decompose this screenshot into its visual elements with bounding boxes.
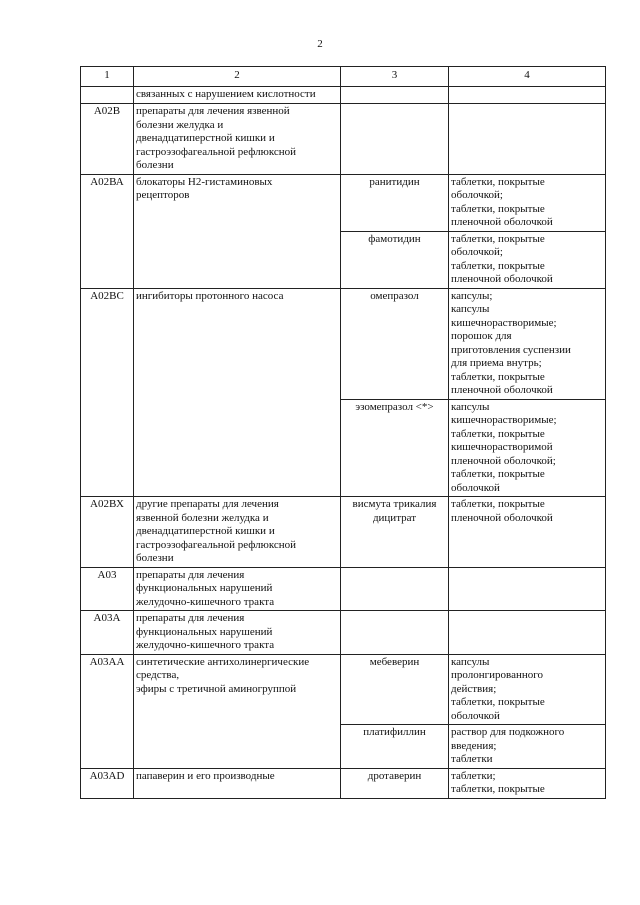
group-name: препараты для лечения функциональных нарушений желудочно-кишечного тракта [134,611,341,655]
drug-name: мебеверин [341,654,449,725]
group-name: папаверин и его производные [134,768,341,798]
drug-name: омепразол [341,288,449,399]
group-name: препараты для лечения функциональных нарушений желудочно-кишечного тракта [134,567,341,611]
atc-code: А02ВА [81,174,134,288]
group-name: синтетические антихолинергические средства, эфиры с третичной аминогруппой [134,654,341,768]
atc-code: А02ВС [81,288,134,497]
group-name: связанных с нарушением кислотности [134,87,341,104]
column-header: 1 [81,67,134,87]
table-row [81,611,606,655]
group-name: блокаторы Н2-гистаминовых рецепторов [134,174,341,288]
group-name: препараты для лечения язвенной болезни желудка и двенадцатиперстной кишки и гастроэзофагеальной рефлюксной болезни [134,104,341,175]
table-row [81,104,606,175]
table-row [81,87,606,104]
drug-name [341,87,449,104]
atc-code: А03АА [81,654,134,768]
dosage-forms: капсулы пролонгированного действия; таблетки, покрытые оболочкой [449,654,606,725]
column-header: 3 [341,67,449,87]
dosage-forms: раствор для подкожного введения; таблетки [449,725,606,769]
column-header: 4 [449,67,606,87]
drug-name [341,611,449,655]
dosage-forms: капсулы кишечнорастворимые; таблетки, покрытые кишечнорастворимой пленочной оболочкой; таблетки, покрытые оболочкой [449,399,606,497]
drug-name [341,567,449,611]
atc-code: А02В [81,104,134,175]
table-row [81,768,606,798]
table-row [81,654,606,725]
drug-name [341,104,449,175]
table-row [81,288,606,399]
drug-name: фамотидин [341,231,449,288]
table-header-row [81,67,606,87]
group-name: другие препараты для лечения язвенной болезни желудка и двенадцатиперстной кишки и гастроэзофагеальной рефлюксной болезни [134,497,341,568]
drug-name: эзомепразол <*> [341,399,449,497]
dosage-forms [449,104,606,175]
dosage-forms: таблетки, покрытые оболочкой; таблетки, покрытые пленочной оболочкой [449,231,606,288]
dosage-forms [449,87,606,104]
dosage-forms [449,567,606,611]
atc-code: А03А [81,611,134,655]
drug-name: платифиллин [341,725,449,769]
atc-code [81,87,134,104]
table-row [81,174,606,231]
dosage-forms: таблетки, покрытые пленочной оболочкой [449,497,606,568]
drug-name: дротаверин [341,768,449,798]
drug-name: ранитидин [341,174,449,231]
drug-name: висмута трикалия дицитрат [341,497,449,568]
atc-code: А03 [81,567,134,611]
atc-code: А03АD [81,768,134,798]
dosage-forms: таблетки; таблетки, покрытые [449,768,606,798]
table-row [81,497,606,568]
column-header: 2 [134,67,341,87]
drug-table [80,66,606,799]
page-number: 2 [317,38,323,50]
dosage-forms [449,611,606,655]
dosage-forms: капсулы; капсулы кишечнорастворимые; порошок для приготовления суспензии для приема внутрь; таблетки, покрытые пленочной оболочкой [449,288,606,399]
dosage-forms: таблетки, покрытые оболочкой; таблетки, покрытые пленочной оболочкой [449,174,606,231]
group-name: ингибиторы протонного насоса [134,288,341,497]
atc-code: А02ВХ [81,497,134,568]
table-row [81,567,606,611]
